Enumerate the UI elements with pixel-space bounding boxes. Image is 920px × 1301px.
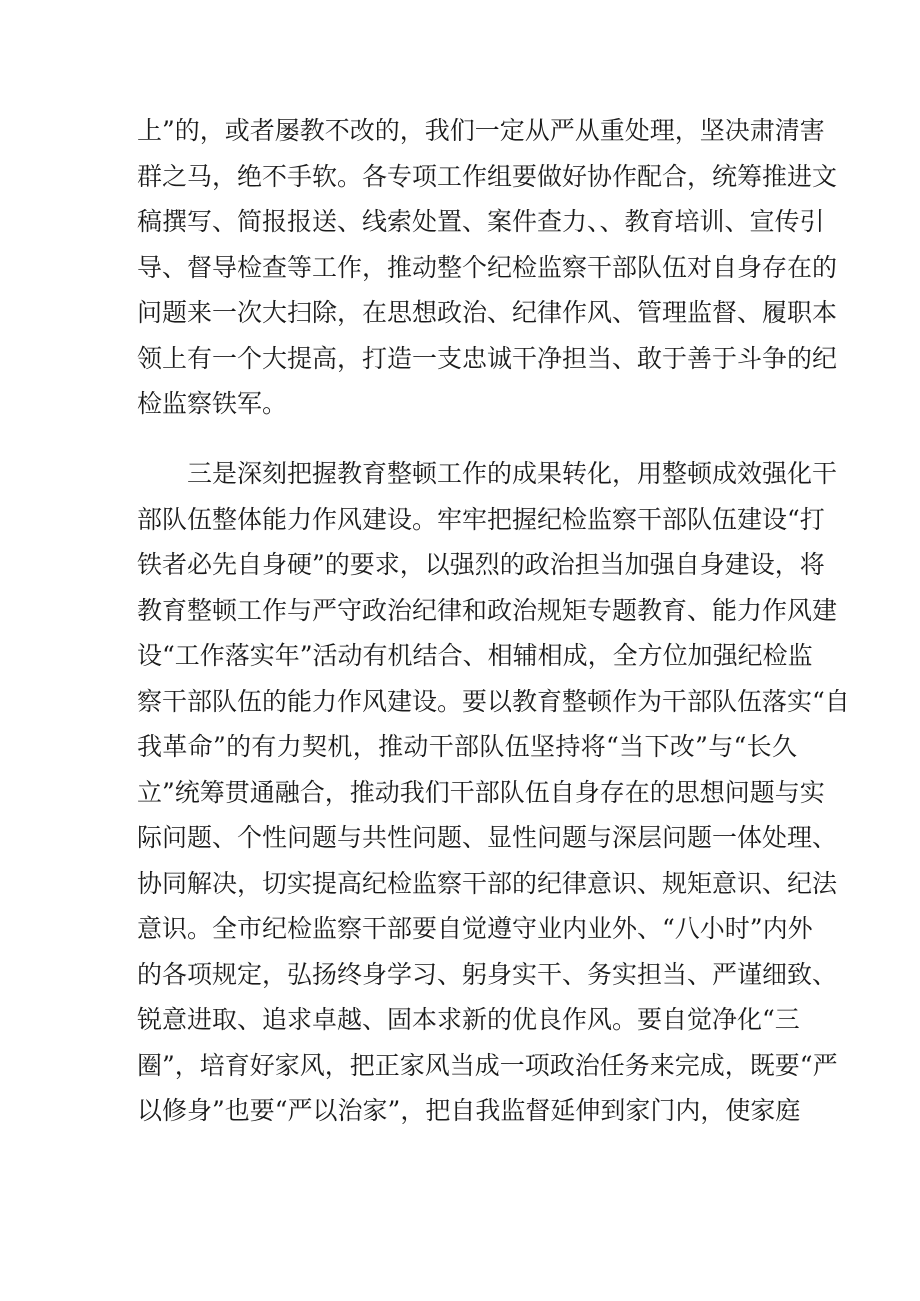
paragraph-line: 部队伍整体能力作风建设。牢牢把握纪检监察干部队伍建设“打 (137, 504, 825, 534)
paragraph-line: 导、督导检查等工作，推动整个纪检监察干部队伍对自身存在的 (137, 252, 838, 282)
paragraph-line: 锐意进取、追求卓越、固本求新的优良作风。要自觉净化“三 (137, 1005, 800, 1034)
paragraph-line: 设“工作落实年”活动有机结合、相辅相成，全方位加强纪检监 (137, 641, 813, 670)
paragraph-2 (137, 451, 850, 1179)
paragraph-line: 群之马，绝不手软。各专项工作组要做好协作配合，统筹推进文 (137, 161, 838, 191)
paragraph-line: 我革命”的有力契机，推动干部队伍坚持将“当下改”与“长久 (137, 732, 797, 761)
paragraph-line: 稿撰写、简报报送、线索处置、案件查力、、教育培训、宣传引 (137, 207, 825, 236)
paragraph-line: 铁者必先自身硬”的要求，以强烈的政治担当加强自身建设，将 (137, 550, 825, 579)
paragraph-line: 以修身”也要“严以治家”，把自我监督延伸到家门内，使家庭 (137, 1096, 801, 1125)
paragraph-line: 圈”，培育好家风，把正家风当成一项政治任务来完成，既要“严 (137, 1050, 838, 1080)
paragraph-line: 的各项规定，弘扬终身学习、躬身实干、务实担当、严谨细致、 (137, 959, 838, 989)
paragraph-line: 协同解决，切实提高纪检监察干部的纪律意识、规矩意识、纪法 (137, 868, 838, 898)
paragraph-line: 教育整顿工作与严守政治纪律和政治规矩专题教育、能力作风建 (137, 595, 838, 625)
paragraph-line: 检监察铁军。 (137, 389, 288, 418)
paragraph-line: 上”的，或者屡教不改的，我们一定从严从重处理，坚决肃清害 (137, 116, 825, 145)
paragraph-line: 察干部队伍的能力作风建设。要以教育整顿作为干部队伍落实“自 (137, 686, 850, 716)
paragraph-line: 立”统筹贯通融合，推动我们干部队伍自身存在的思想问题与实 (137, 777, 825, 807)
paragraph-line: 三是深刻把握教育整顿工作的成果转化，用整顿成效强化干 (187, 459, 838, 488)
paragraph-1 (137, 108, 838, 427)
paragraph-line: 领上有一个大提高，打造一支忠诚干净担当、敢于善于斗争的纪 (137, 343, 838, 373)
paragraph-line: 问题来一次大扫除，在思想政治、纪律作风、管理监督、履职本 (137, 298, 838, 327)
paragraph-line: 际问题、个性问题与共性问题、显性问题与深层问题一体处理、 (137, 823, 838, 852)
paragraph-line (137, 1134, 797, 1180)
paragraph-line: 意识。全市纪检监察干部要自觉遵守业内业外、“八小时”内外 (137, 914, 813, 943)
